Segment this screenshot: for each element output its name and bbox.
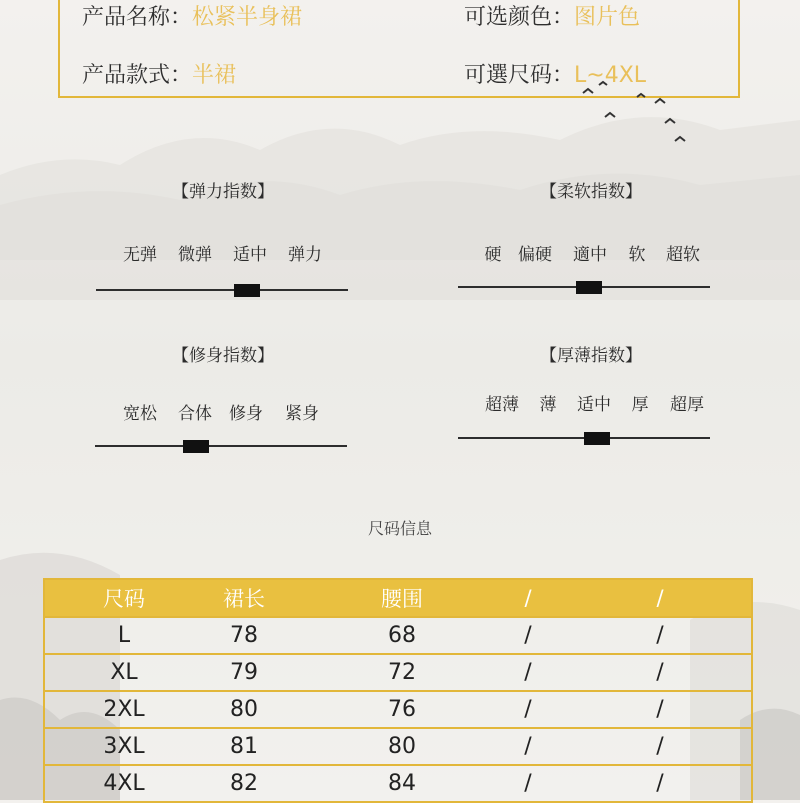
table-cell: / xyxy=(524,623,532,648)
size-info-caption: 尺码信息 xyxy=(367,519,432,538)
header-cell: 裙长 xyxy=(223,587,265,611)
fit-label: 修身 xyxy=(229,404,263,424)
table-row xyxy=(45,729,751,766)
table-cell: 4XL xyxy=(103,771,145,796)
table-cell: 84 xyxy=(388,771,416,796)
table-cell: / xyxy=(524,697,532,722)
fit-scale-line xyxy=(95,445,347,447)
thickness-label: 厚 xyxy=(631,395,649,415)
elasticity-index-title: 【弹力指数】 xyxy=(172,182,274,202)
fit-label: 宽松 xyxy=(123,404,157,424)
thickness-index-title: 【厚薄指数】 xyxy=(540,346,642,366)
table-cell: XL xyxy=(110,660,138,685)
elasticity-label: 微弹 xyxy=(178,245,212,265)
product-size-label: 可選尺码： xyxy=(464,63,575,88)
thickness-label: 薄 xyxy=(539,395,557,415)
product-color-row xyxy=(464,0,640,31)
size-table xyxy=(43,578,753,803)
table-cell: 81 xyxy=(230,734,258,759)
table-row xyxy=(45,766,751,803)
table-row xyxy=(45,692,751,729)
table-cell: 79 xyxy=(230,660,258,685)
thickness-scale-marker xyxy=(584,432,610,445)
table-cell: 2XL xyxy=(103,697,145,722)
table-cell: 78 xyxy=(230,623,258,648)
table-cell: 82 xyxy=(230,771,258,796)
product-style-value: 半裙 xyxy=(192,63,237,88)
elasticity-scale-marker xyxy=(234,284,260,297)
softness-scale-labels xyxy=(0,240,800,264)
table-cell: / xyxy=(656,623,664,648)
thickness-scale-labels xyxy=(0,390,800,414)
product-name-label: 产品名称： xyxy=(82,5,193,30)
product-size-value: L~4XL xyxy=(574,63,647,88)
fit-scale-marker xyxy=(183,440,209,453)
product-name-value: 松紧半身裙 xyxy=(192,5,303,30)
product-style-row xyxy=(82,58,236,89)
table-cell: 72 xyxy=(388,660,416,685)
table-cell: 80 xyxy=(388,734,416,759)
table-cell: / xyxy=(656,697,664,722)
product-color-value: 图片色 xyxy=(574,5,641,30)
elasticity-scale-line xyxy=(96,289,348,291)
flying-birds-icon xyxy=(575,75,695,155)
elasticity-label: 弹力 xyxy=(288,245,322,265)
table-row xyxy=(45,655,751,692)
fit-index-title: 【修身指数】 xyxy=(172,346,274,366)
table-cell: / xyxy=(524,660,532,685)
softness-label: 偏硬 xyxy=(518,245,552,265)
product-color-label: 可选颜色： xyxy=(464,5,575,30)
thickness-label: 超厚 xyxy=(670,395,704,415)
softness-label: 硬 xyxy=(484,245,502,265)
table-row xyxy=(45,618,751,655)
softness-label: 適中 xyxy=(573,245,607,265)
thickness-label: 适中 xyxy=(577,395,611,415)
header-cell: 腰围 xyxy=(381,587,423,611)
fit-label: 紧身 xyxy=(285,404,319,424)
table-cell: L xyxy=(117,623,131,648)
thickness-label: 超薄 xyxy=(485,395,519,415)
header-cell: 尺码 xyxy=(103,587,145,611)
softness-scale-marker xyxy=(576,281,602,294)
softness-index-title: 【柔软指数】 xyxy=(540,182,642,202)
size-table-header xyxy=(45,580,751,618)
elasticity-label: 适中 xyxy=(233,245,267,265)
product-style-label: 产品款式： xyxy=(82,63,193,88)
elasticity-label: 无弹 xyxy=(123,245,157,265)
softness-label: 超软 xyxy=(666,245,700,265)
table-cell: / xyxy=(656,771,664,796)
product-name-row xyxy=(82,0,302,31)
table-cell: 80 xyxy=(230,697,258,722)
fit-label: 合体 xyxy=(178,404,212,424)
table-cell: / xyxy=(524,771,532,796)
softness-label: 软 xyxy=(628,245,646,265)
table-cell: / xyxy=(524,734,532,759)
table-cell: 3XL xyxy=(103,734,145,759)
table-cell: / xyxy=(656,734,664,759)
table-cell: 76 xyxy=(388,697,416,722)
table-cell: / xyxy=(656,660,664,685)
table-cell: 68 xyxy=(388,623,416,648)
header-cell: / xyxy=(524,586,532,610)
header-cell: / xyxy=(656,586,664,610)
